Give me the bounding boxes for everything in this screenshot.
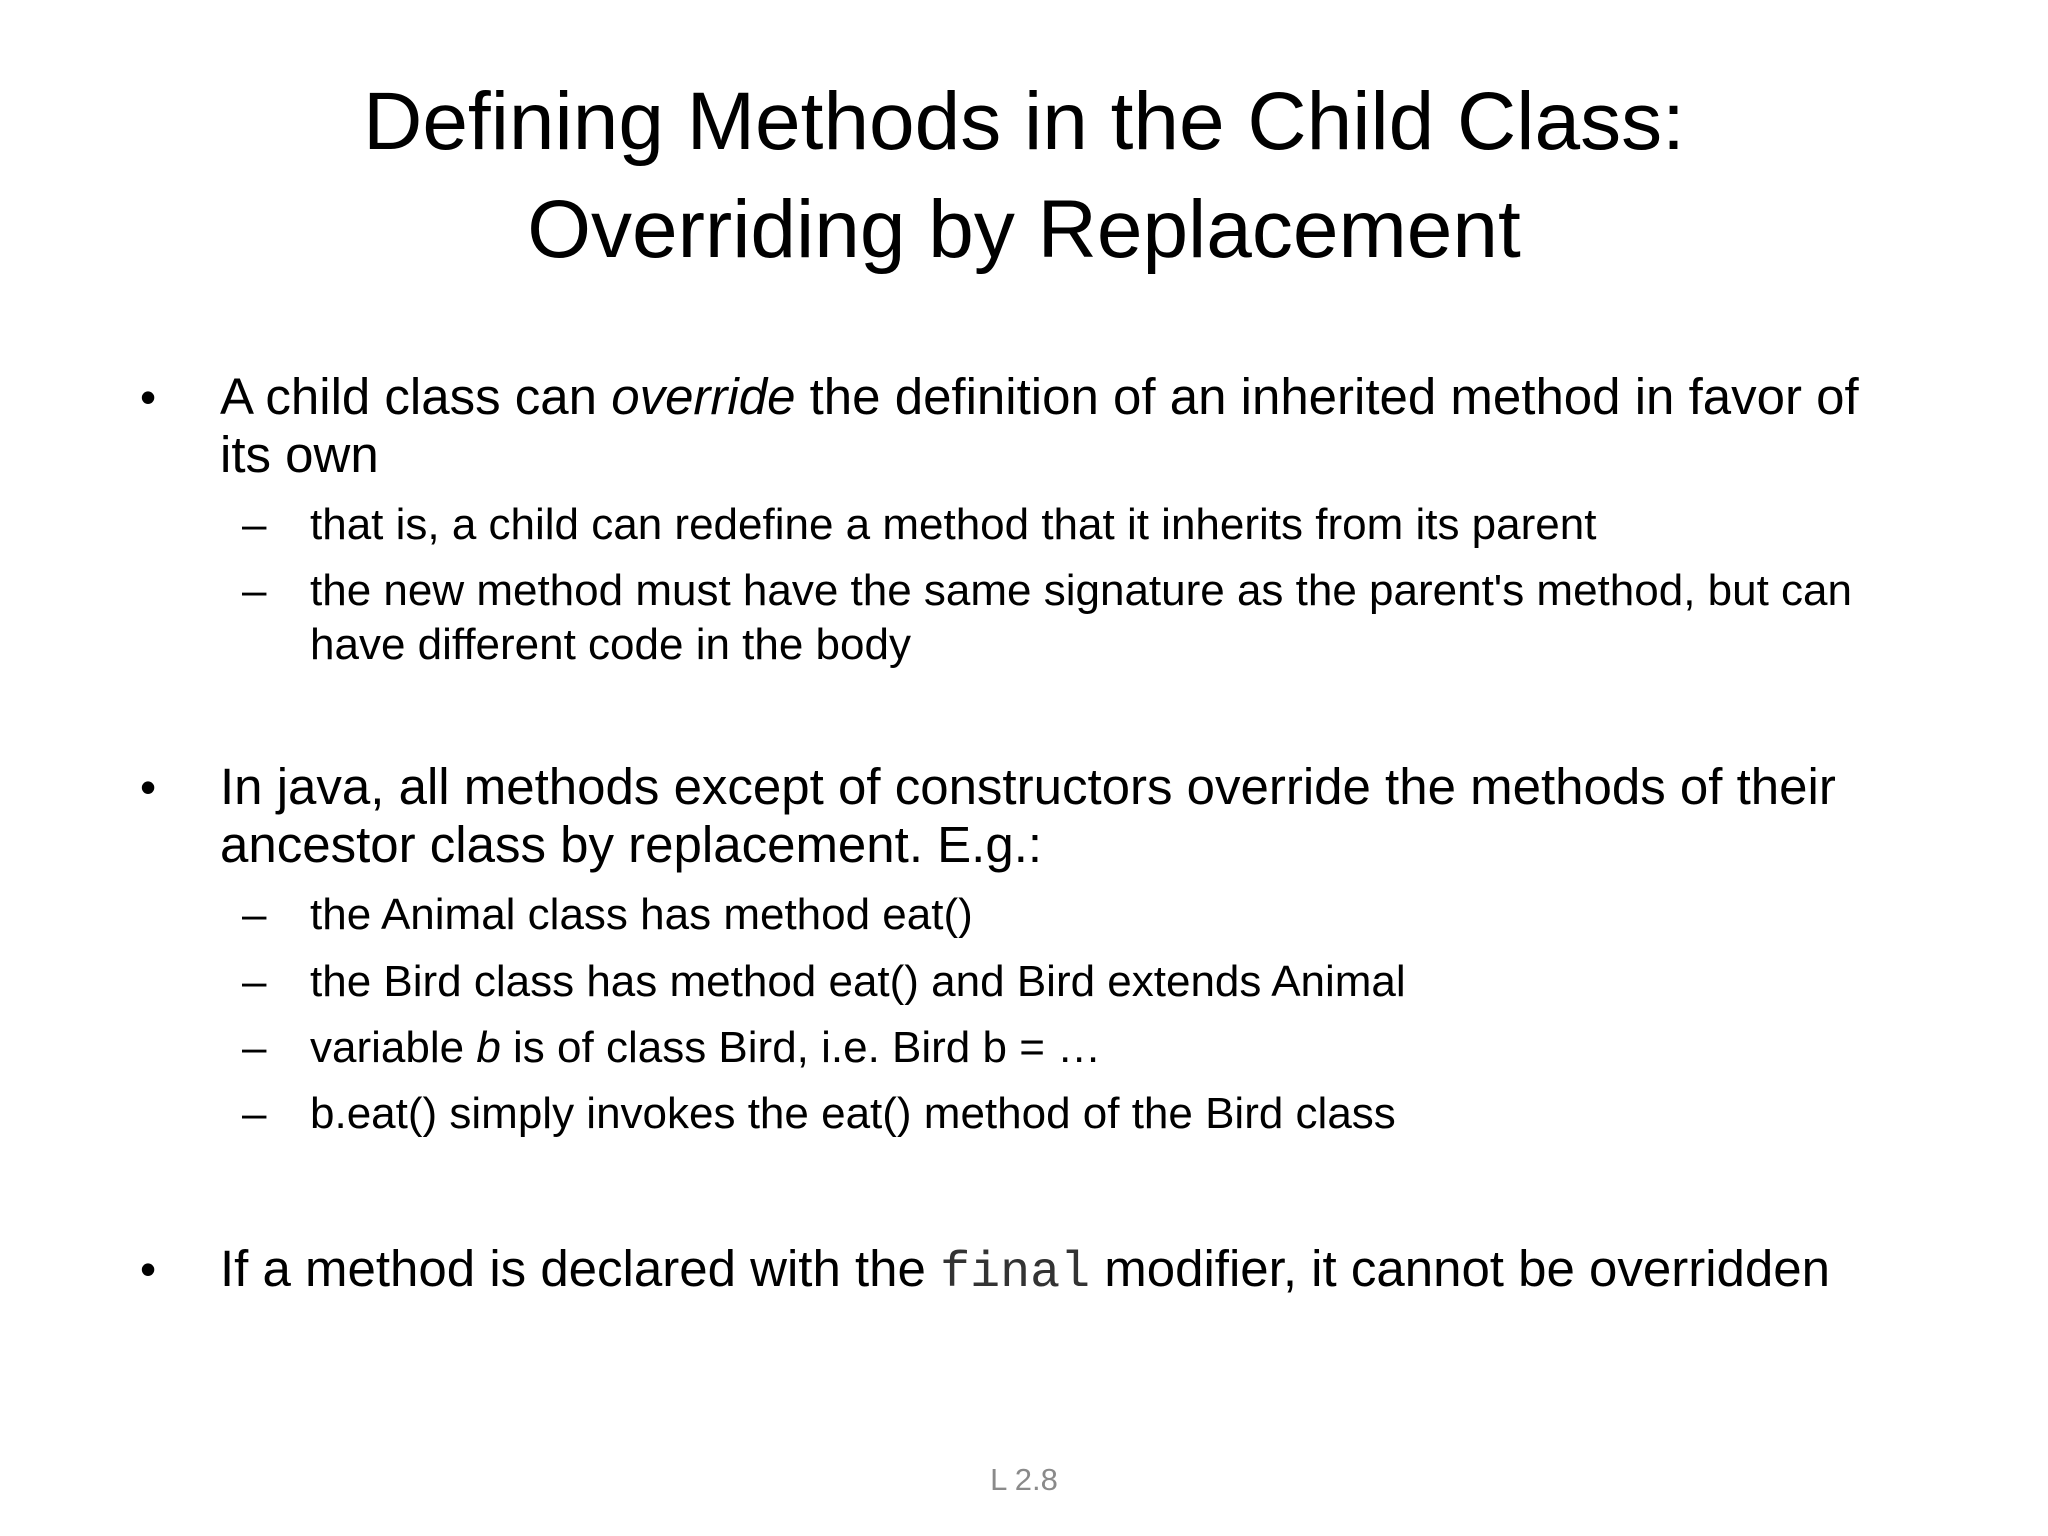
dash-mark: –	[242, 1089, 267, 1138]
slide-title	[0, 68, 2048, 284]
dash-mark: –	[242, 957, 267, 1006]
bullet-2-sub-2-text: the Bird class has method eat() and Bird extends Animal	[310, 957, 1406, 1006]
bullet-dot: •	[140, 371, 157, 423]
bullet-1-sub-1-text: that is, a child can redefine a method that it inherits from its parent	[310, 500, 1597, 549]
dash-mark: –	[242, 1023, 267, 1072]
dash-mark: –	[242, 500, 267, 549]
bullet-1-text-b: the definition of an inherited method in favor of its own	[220, 368, 1859, 483]
bullet-3-text	[220, 1240, 1920, 1303]
dash-mark: –	[242, 566, 267, 615]
bullet-2-sub-1-text: the Animal class has method eat()	[310, 890, 973, 939]
dash-mark: –	[242, 890, 267, 939]
bullet-2-text: In java, all methods except of constructors override the methods of their ancestor class by replacement. E.g.:	[220, 758, 1836, 873]
bullet-2-sub-3-text-a: variable	[310, 1023, 477, 1072]
bullet-2-sub-3-text	[310, 1021, 1920, 1075]
bullet-3-text-a: If a method is declared with the	[220, 1240, 941, 1297]
bullet-2-sub-3-emphasis: b	[476, 1023, 501, 1072]
final-keyword: final	[940, 1245, 1091, 1302]
bullet-2-sub-3-text-b: is of class Bird, i.e. Bird b = …	[500, 1023, 1102, 1072]
bullet-1-sub-2-text: the new method must have the same signature as the parent's method, but can have different code in the body	[310, 566, 1852, 669]
bullet-1-text	[220, 368, 1920, 484]
bullet-1-text-a: A child class can	[220, 368, 612, 425]
title-line-2: Overriding by Replacement	[527, 184, 1521, 275]
slide-number: L 2.8	[990, 1462, 1058, 1497]
bullet-1-emphasis: override	[611, 368, 796, 425]
bullet-3-text-b: modifier, it cannot be overridden	[1090, 1240, 1831, 1297]
bullet-dot: •	[140, 761, 157, 813]
bullet-dot: •	[140, 1243, 157, 1295]
bullet-2-sub-4-text: b.eat() simply invokes the eat() method of the Bird class	[310, 1089, 1396, 1138]
title-line-1: Defining Methods in the Child Class:	[363, 76, 1685, 167]
